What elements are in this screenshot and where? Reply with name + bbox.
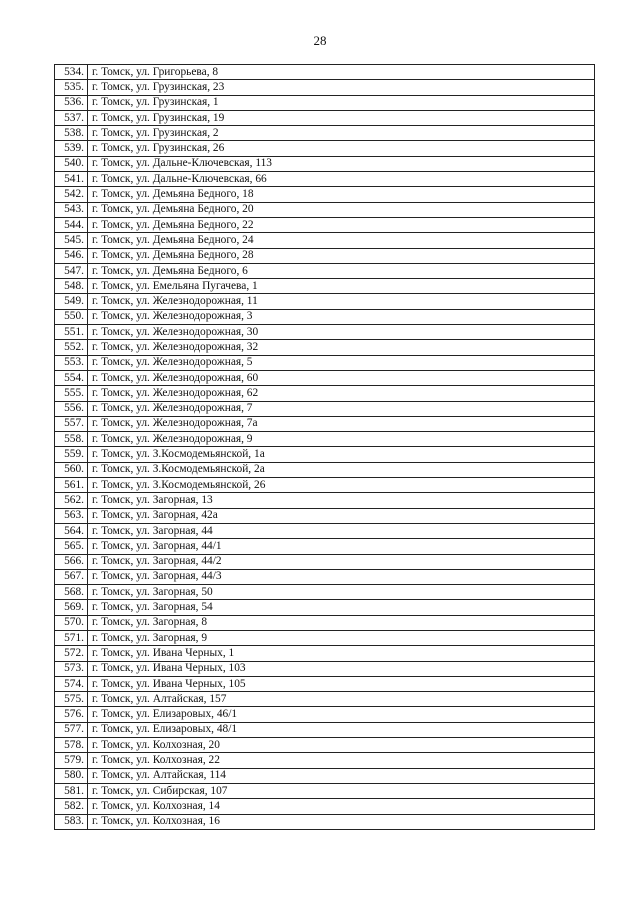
row-number: 541. — [55, 172, 88, 187]
row-number: 568. — [55, 585, 88, 600]
row-address: г. Томск, ул. Колхозная, 16 — [88, 814, 595, 829]
row-address: г. Томск, ул. Ивана Черных, 103 — [88, 661, 595, 676]
table-row — [55, 340, 595, 355]
row-number: 574. — [55, 676, 88, 691]
row-address: г. Томск, ул. Дальне-Ключевская, 66 — [88, 172, 595, 187]
row-number: 561. — [55, 478, 88, 493]
row-number: 547. — [55, 263, 88, 278]
row-address: г. Томск, ул. Демьяна Бедного, 24 — [88, 233, 595, 248]
row-address: г. Томск, ул. Загорная, 9 — [88, 630, 595, 645]
row-address: г. Томск, ул. Елизаровых, 48/1 — [88, 722, 595, 737]
table-row — [55, 768, 595, 783]
row-address: г. Томск, ул. Железнодорожная, 5 — [88, 355, 595, 370]
table-row — [55, 325, 595, 340]
table-row — [55, 478, 595, 493]
table-row — [55, 615, 595, 630]
row-number: 545. — [55, 233, 88, 248]
row-number: 564. — [55, 523, 88, 538]
row-number: 548. — [55, 279, 88, 294]
row-address: г. Томск, ул. Железнодорожная, 9 — [88, 432, 595, 447]
row-number: 536. — [55, 95, 88, 110]
row-number: 577. — [55, 722, 88, 737]
row-address: г. Томск, ул. Демьяна Бедного, 22 — [88, 217, 595, 232]
row-address: г. Томск, ул. Алтайская, 114 — [88, 768, 595, 783]
row-number: 553. — [55, 355, 88, 370]
table-row — [55, 386, 595, 401]
row-address: г. Томск, ул. Загорная, 44/2 — [88, 554, 595, 569]
row-number: 573. — [55, 661, 88, 676]
row-address: г. Томск, ул. Грузинская, 19 — [88, 110, 595, 125]
table-row — [55, 370, 595, 385]
row-number: 562. — [55, 493, 88, 508]
table-row — [55, 141, 595, 156]
row-address: г. Томск, ул. З.Космодемьянской, 2а — [88, 462, 595, 477]
row-number: 546. — [55, 248, 88, 263]
row-address: г. Томск, ул. Загорная, 50 — [88, 585, 595, 600]
row-number: 580. — [55, 768, 88, 783]
row-address: г. Томск, ул. Железнодорожная, 7 — [88, 401, 595, 416]
row-number: 578. — [55, 738, 88, 753]
row-number: 558. — [55, 432, 88, 447]
row-address: г. Томск, ул. Сибирская, 107 — [88, 783, 595, 798]
row-address: г. Томск, ул. Григорьева, 8 — [88, 65, 595, 80]
row-address: г. Томск, ул. Железнодорожная, 32 — [88, 340, 595, 355]
table-row — [55, 646, 595, 661]
table-row — [55, 80, 595, 95]
row-number: 557. — [55, 416, 88, 431]
row-address: г. Томск, ул. Грузинская, 26 — [88, 141, 595, 156]
table-row — [55, 355, 595, 370]
table-row — [55, 263, 595, 278]
row-number: 579. — [55, 753, 88, 768]
table-row — [55, 187, 595, 202]
row-address: г. Томск, ул. Демьяна Бедного, 20 — [88, 202, 595, 217]
row-address: г. Томск, ул. З.Космодемьянской, 26 — [88, 478, 595, 493]
row-number: 567. — [55, 569, 88, 584]
table-row — [55, 95, 595, 110]
row-number: 540. — [55, 156, 88, 171]
table-row — [55, 294, 595, 309]
row-number: 581. — [55, 783, 88, 798]
table-row — [55, 416, 595, 431]
row-address: г. Томск, ул. Елизаровых, 46/1 — [88, 707, 595, 722]
table-row — [55, 630, 595, 645]
table-row — [55, 462, 595, 477]
row-address: г. Томск, ул. Загорная, 44 — [88, 523, 595, 538]
row-address: г. Томск, ул. Грузинская, 2 — [88, 126, 595, 141]
table-row — [55, 554, 595, 569]
table-row — [55, 799, 595, 814]
row-address: г. Томск, ул. Загорная, 44/1 — [88, 539, 595, 554]
row-number: 538. — [55, 126, 88, 141]
table-row — [55, 248, 595, 263]
row-number: 551. — [55, 325, 88, 340]
row-address: г. Томск, ул. Ивана Черных, 105 — [88, 676, 595, 691]
table-row — [55, 65, 595, 80]
row-number: 543. — [55, 202, 88, 217]
row-number: 576. — [55, 707, 88, 722]
page-number: 28 — [313, 33, 327, 48]
row-number: 537. — [55, 110, 88, 125]
row-address: г. Томск, ул. Ивана Черных, 1 — [88, 646, 595, 661]
row-address: г. Томск, ул. Колхозная, 22 — [88, 753, 595, 768]
row-address: г. Томск, ул. Колхозная, 14 — [88, 799, 595, 814]
row-number: 555. — [55, 386, 88, 401]
row-address: г. Томск, ул. Железнодорожная, 11 — [88, 294, 595, 309]
row-number: 582. — [55, 799, 88, 814]
table-row — [55, 585, 595, 600]
row-number: 565. — [55, 539, 88, 554]
table-row — [55, 738, 595, 753]
row-address: г. Томск, ул. Грузинская, 23 — [88, 80, 595, 95]
table-row — [55, 401, 595, 416]
address-table-body — [55, 65, 595, 830]
table-row — [55, 814, 595, 829]
table-row — [55, 493, 595, 508]
table-row — [55, 508, 595, 523]
row-number: 569. — [55, 600, 88, 615]
address-table — [54, 64, 595, 830]
row-address: г. Томск, ул. Загорная, 44/3 — [88, 569, 595, 584]
table-row — [55, 202, 595, 217]
row-number: 539. — [55, 141, 88, 156]
row-address: г. Томск, ул. Железнодорожная, 62 — [88, 386, 595, 401]
row-number: 552. — [55, 340, 88, 355]
table-row — [55, 539, 595, 554]
row-address: г. Томск, ул. Железнодорожная, 7а — [88, 416, 595, 431]
table-row — [55, 432, 595, 447]
row-address: г. Томск, ул. Железнодорожная, 60 — [88, 370, 595, 385]
table-row — [55, 523, 595, 538]
row-number: 544. — [55, 217, 88, 232]
row-number: 583. — [55, 814, 88, 829]
table-row — [55, 447, 595, 462]
table-row — [55, 233, 595, 248]
table-row — [55, 707, 595, 722]
row-number: 535. — [55, 80, 88, 95]
table-row — [55, 661, 595, 676]
table-row — [55, 279, 595, 294]
table-row — [55, 783, 595, 798]
row-address: г. Томск, ул. Загорная, 13 — [88, 493, 595, 508]
row-number: 571. — [55, 630, 88, 645]
table-row — [55, 722, 595, 737]
row-number: 559. — [55, 447, 88, 462]
row-address: г. Томск, ул. Железнодорожная, 30 — [88, 325, 595, 340]
row-address: г. Томск, ул. Грузинская, 1 — [88, 95, 595, 110]
row-number: 563. — [55, 508, 88, 523]
row-number: 556. — [55, 401, 88, 416]
table-row — [55, 156, 595, 171]
row-address: г. Томск, ул. Загорная, 42а — [88, 508, 595, 523]
row-address: г. Томск, ул. Загорная, 8 — [88, 615, 595, 630]
row-number: 572. — [55, 646, 88, 661]
row-address: г. Томск, ул. Загорная, 54 — [88, 600, 595, 615]
row-number: 570. — [55, 615, 88, 630]
table-row — [55, 309, 595, 324]
row-number: 542. — [55, 187, 88, 202]
table-row — [55, 110, 595, 125]
row-number: 566. — [55, 554, 88, 569]
row-number: 554. — [55, 370, 88, 385]
row-address: г. Томск, ул. З.Космодемьянской, 1а — [88, 447, 595, 462]
row-number: 534. — [55, 65, 88, 80]
row-address: г. Томск, ул. Демьяна Бедного, 18 — [88, 187, 595, 202]
table-row — [55, 600, 595, 615]
table-row — [55, 753, 595, 768]
table-row — [55, 569, 595, 584]
row-address: г. Томск, ул. Колхозная, 20 — [88, 738, 595, 753]
table-row — [55, 692, 595, 707]
table-row — [55, 676, 595, 691]
table-row — [55, 172, 595, 187]
row-address: г. Томск, ул. Алтайская, 157 — [88, 692, 595, 707]
row-address: г. Томск, ул. Демьяна Бедного, 28 — [88, 248, 595, 263]
row-address: г. Томск, ул. Дальне-Ключевская, 113 — [88, 156, 595, 171]
row-address: г. Томск, ул. Демьяна Бедного, 6 — [88, 263, 595, 278]
row-number: 550. — [55, 309, 88, 324]
table-row — [55, 217, 595, 232]
row-number: 575. — [55, 692, 88, 707]
row-number: 560. — [55, 462, 88, 477]
table-row — [55, 126, 595, 141]
row-address: г. Томск, ул. Железнодорожная, 3 — [88, 309, 595, 324]
row-address: г. Томск, ул. Емельяна Пугачева, 1 — [88, 279, 595, 294]
row-number: 549. — [55, 294, 88, 309]
